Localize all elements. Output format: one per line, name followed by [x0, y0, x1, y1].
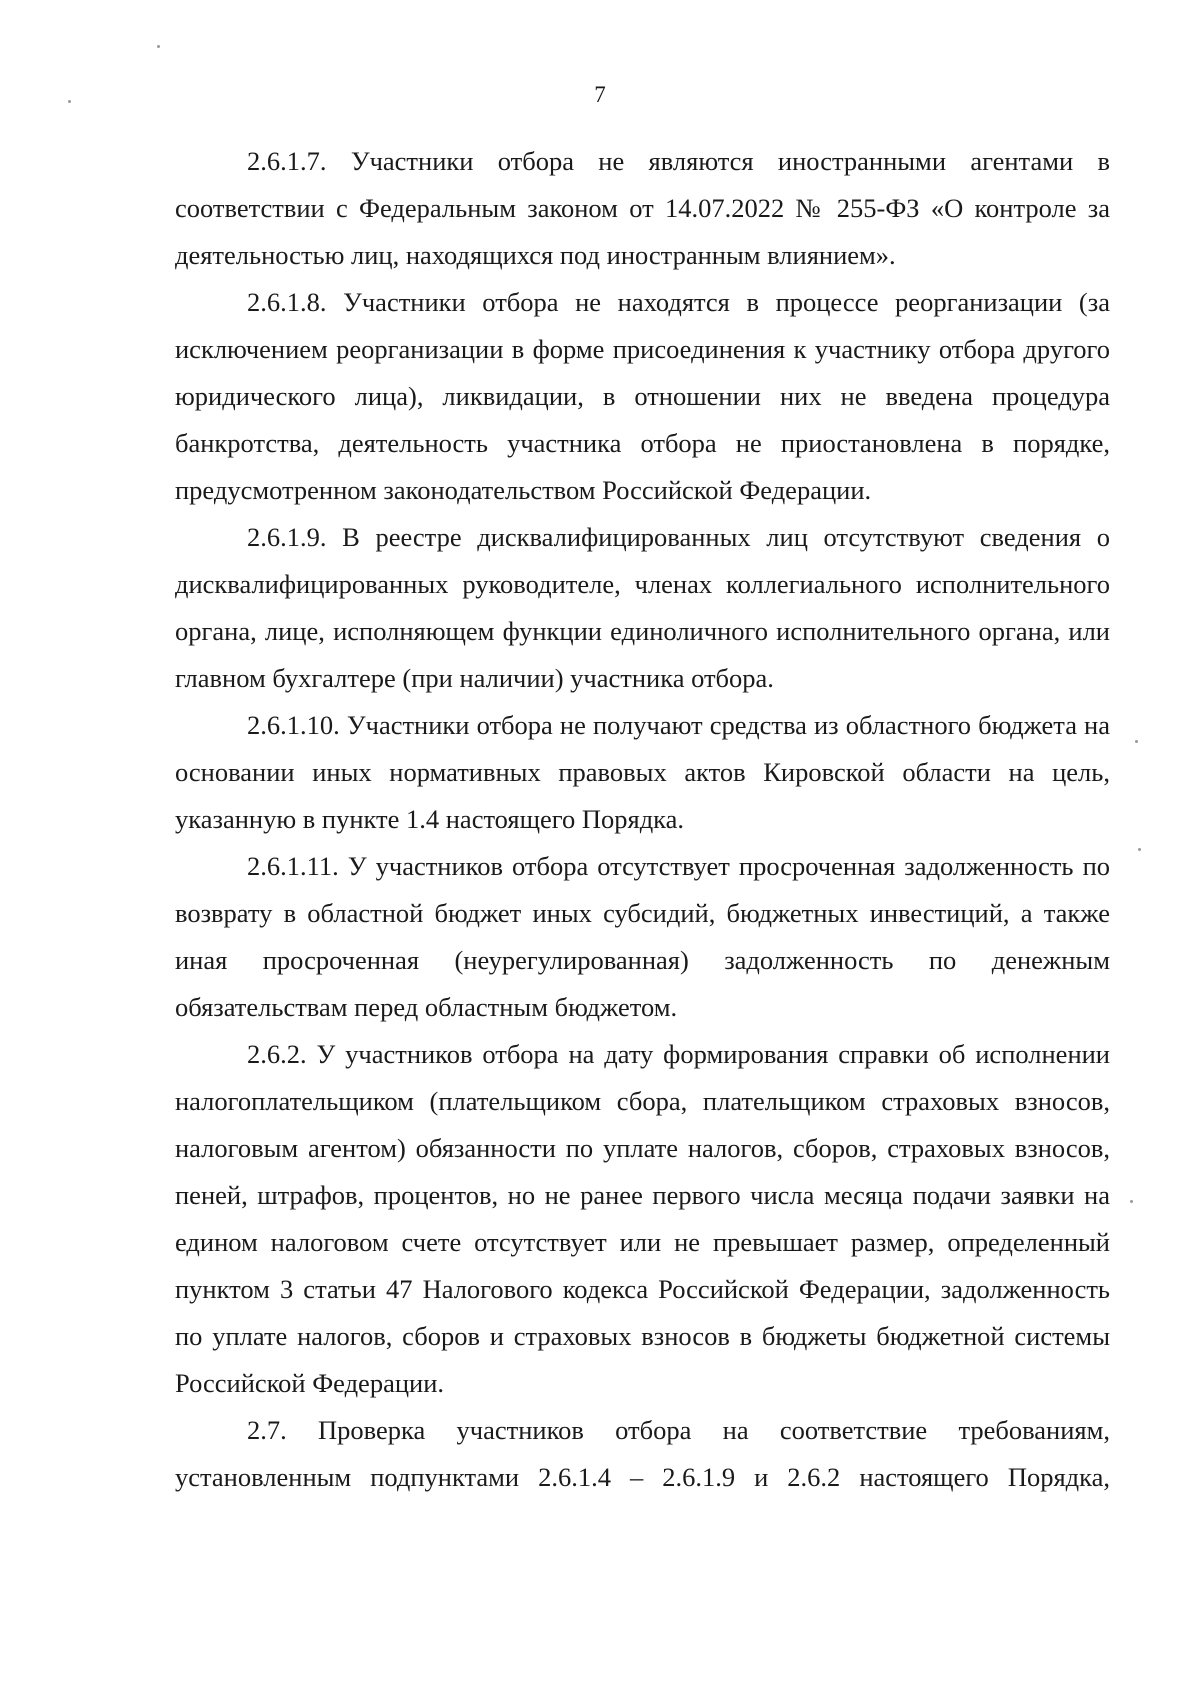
paragraph-2-6-1-9: 2.6.1.9. В реестре дисквалифицированных лиц отсутствуют сведения о дисквалифицированных руководителе, членах коллегиального исполнительного органа, лице, исполняющем функции единоличного исполнительного органа, или главном бухгалтере (при наличии) участника отбора.: [175, 522, 1110, 693]
scan-speck: [157, 45, 160, 48]
scan-speck: [1130, 1200, 1133, 1203]
paragraph-2-6-2: 2.6.2. У участников отбора на дату формирования справки об исполнении налогоплательщиком (плательщиком сбора, плательщиком страховых взносов, налоговым агентом) обязанности по уплате налогов, сборов, страховых взносов, пеней, штрафов, процентов, но не ранее первого числа месяца подачи заявки на едином налоговом счете отсутствует или не превышает размер, определенный пунктом 3 статьи 47 Налогового кодекса Российской Федерации, задолженность по уплате налогов, сборов и страховых взносов в бюджеты бюджетной системы Российской Федерации.: [175, 1039, 1110, 1398]
document-body: [175, 138, 1110, 1501]
paragraph-2-6-1-7: 2.6.1.7. Участники отбора не являются иностранными агентами в соответствии с Федеральным законом от 14.07.2022 № 255-ФЗ «О контроле за деятельностью лиц, находящихся под иностранным влиянием».: [175, 146, 1110, 270]
scan-speck: [1135, 740, 1138, 743]
paragraph-2-7: 2.7. Проверка участников отбора на соответствие требованиям, установленным подпунктами 2.6.1.4 – 2.6.1.9 и 2.6.2 настоящего Порядка,: [175, 1415, 1110, 1492]
paragraph-2-6-1-10: 2.6.1.10. Участники отбора не получают средства из областного бюджета на основании иных нормативных правовых актов Кировской области на цель, указанную в пункте 1.4 настоящего Порядка.: [175, 710, 1110, 834]
page-number: 7: [594, 82, 606, 107]
scan-speck: [1138, 848, 1141, 851]
paragraph-2-6-1-8: 2.6.1.8. Участники отбора не находятся в процессе реорганизации (за исключением реорганизации в форме присоединения к участнику отбора другого юридического лица), ликвидации, в отношении них не введена процедура банкротства, деятельность участника отбора не приостановлена в порядке, предусмотренном законодательством Российской Федерации.: [175, 287, 1110, 505]
paragraph-2-6-1-11: 2.6.1.11. У участников отбора отсутствует просроченная задолженность по возврату в областной бюджет иных субсидий, бюджетных инвестиций, а также иная просроченная (неурегулированная) задолженность по денежным обязательствам перед областным бюджетом.: [175, 851, 1110, 1022]
scan-speck: [68, 100, 71, 103]
